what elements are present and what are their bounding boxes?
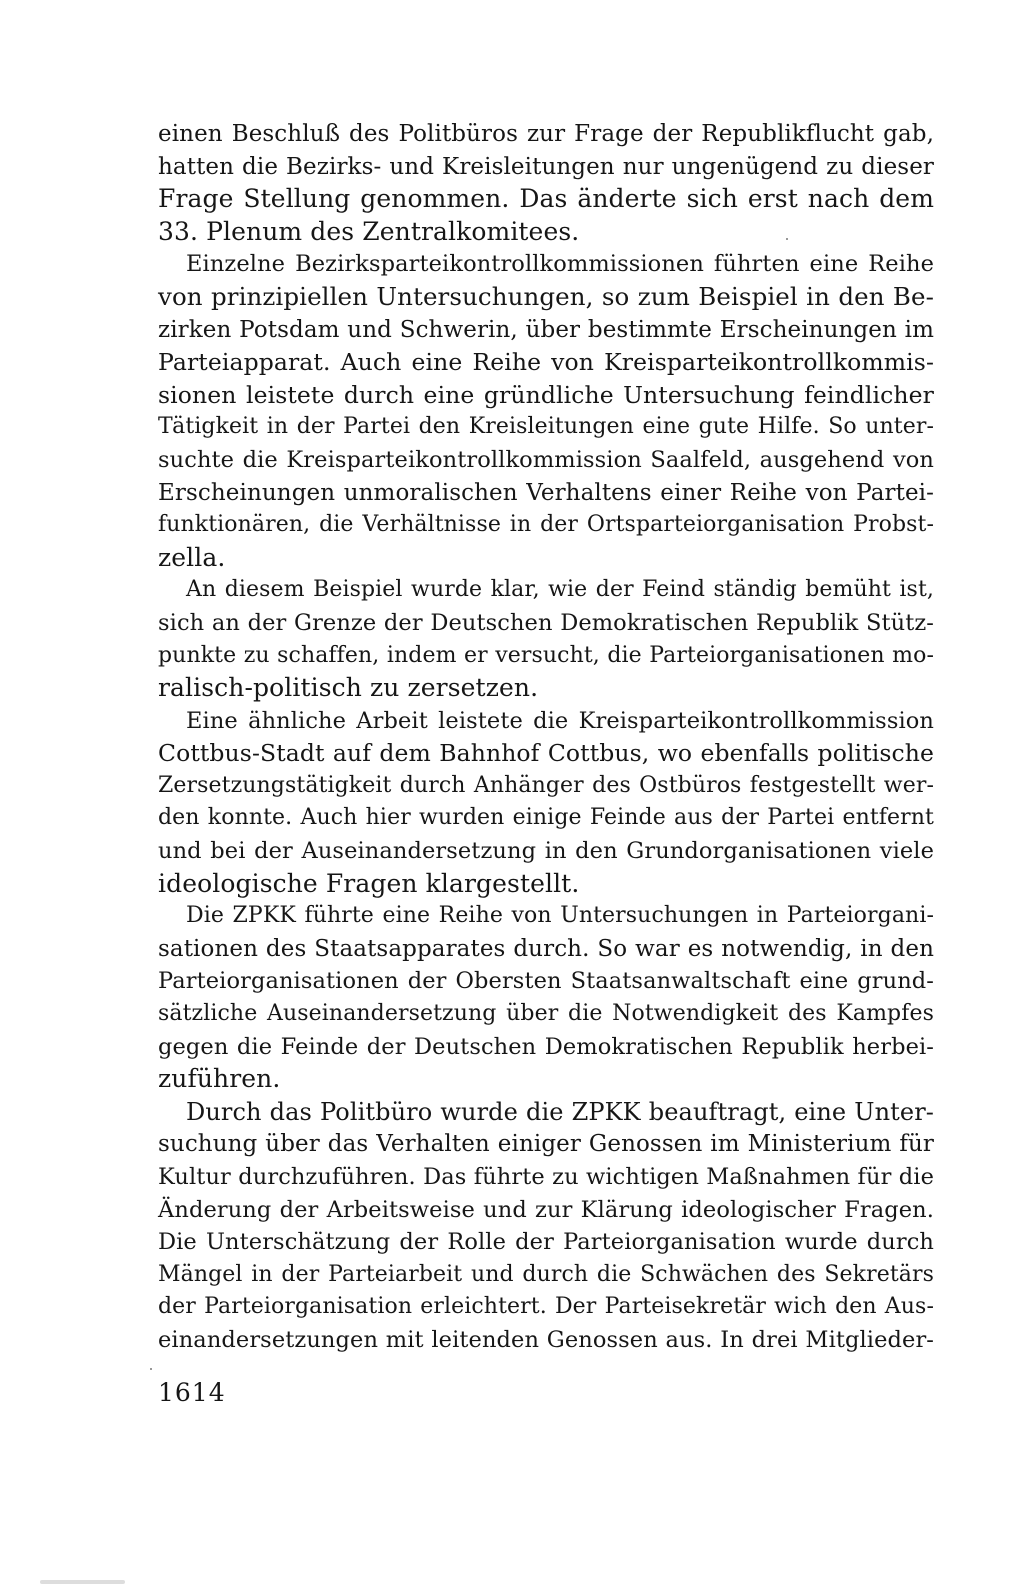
- text-line: Erscheinungen unmoralischen Verhaltens einer Reihe von Partei-: [158, 479, 934, 506]
- text-line: Die ZPKK führte eine Reihe von Untersuchungen in Parteiorgani-: [186, 903, 934, 929]
- paragraph: [158, 574, 934, 704]
- text-line: Einzelne Bezirksparteikontrollkommissionen führten eine Reihe: [186, 251, 934, 278]
- text-line: Parteiorganisationen der Obersten Staatsanwaltschaft eine grund-: [158, 968, 934, 995]
- text-line: Mängel in der Parteiarbeit und durch die Schwächen des Sekretärs: [158, 1261, 934, 1287]
- text-line: sätzliche Auseinandersetzung über die Notwendigkeit des Kampfes: [158, 1001, 934, 1027]
- text-line: zuführen.: [158, 1064, 281, 1094]
- text-line: sich an der Grenze der Deutschen Demokratischen Republik Stütz-: [158, 609, 934, 636]
- text-line: ralisch-politisch zu zersetzen.: [158, 673, 539, 703]
- paragraph: [158, 705, 934, 901]
- scan-speck: [786, 238, 788, 240]
- text-line: sationen des Staatsapparates durch. So war es notwendig, in den: [158, 935, 934, 962]
- text-line: Cottbus-Stadt auf dem Bahnhof Cottbus, wo ebenfalls politische: [158, 739, 934, 768]
- text-line: gegen die Feinde der Deutschen Demokratischen Republik herbei-: [158, 1033, 934, 1060]
- text-line: An diesem Beispiel wurde klar, wie der Feind ständig bemüht ist,: [186, 577, 934, 603]
- scan-edge-smudge: [40, 1580, 125, 1584]
- text-line: Parteiapparat. Auch eine Reihe von Kreisparteikontrollkommis-: [158, 348, 934, 377]
- text-line: einandersetzungen mit leitenden Genossen aus. In drei Mitglieder-: [158, 1326, 934, 1353]
- text-line: sionen leistete durch eine gründliche Untersuchung feindlicher: [158, 380, 934, 409]
- paragraph: [158, 118, 934, 248]
- text-line: ideologische Fragen klargestellt.: [158, 868, 580, 898]
- text-line: suchte die Kreisparteikontrollkommission Saalfeld, ausgehend von: [158, 446, 934, 473]
- text-line: punkte zu schaffen, indem er versucht, die Parteiorganisationen mo-: [158, 642, 934, 668]
- paragraph: [158, 900, 934, 1096]
- body-text: [158, 118, 934, 1357]
- text-line: hatten die Bezirks- und Kreisleitungen nur ungenügend zu dieser: [158, 153, 934, 180]
- scan-speck: [150, 1368, 152, 1370]
- text-line: zirken Potsdam und Schwerin, über bestimmte Erscheinungen im: [158, 316, 934, 343]
- text-line: Änderung der Arbeitsweise und zur Klärung ideologischer Fragen.: [158, 1196, 934, 1223]
- paragraph: [158, 248, 934, 574]
- text-line: einen Beschluß des Politbüros zur Frage der Republikflucht gab,: [158, 121, 934, 147]
- text-line: Kultur durchzuführen. Das führte zu wichtigen Maßnahmen für die: [158, 1164, 934, 1190]
- text-line: Tätigkeit in der Partei den Kreisleitungen eine gute Hilfe. So unter-: [158, 414, 934, 440]
- text-line: von prinzipiellen Untersuchungen, so zum Beispiel in den Be-: [158, 281, 934, 311]
- text-line: Durch das Politbüro wurde die ZPKK beauftragt, eine Unter-: [186, 1097, 934, 1126]
- text-line: der Parteiorganisation erleichtert. Der Parteisekretär wich den Aus-: [158, 1294, 934, 1320]
- page-number: 1614: [158, 1378, 226, 1407]
- paragraph: [158, 1096, 934, 1357]
- text-line: Eine ähnliche Arbeit leistete die Kreisparteikontrollkommission: [186, 707, 934, 734]
- text-line: Frage Stellung genommen. Das änderte sich erst nach dem: [158, 184, 934, 214]
- text-line: und bei der Auseinandersetzung in den Grundorganisationen viele: [158, 838, 934, 865]
- text-line: suchung über das Verhalten einiger Genossen im Ministerium für: [158, 1131, 934, 1158]
- text-line: funktionären, die Verhältnisse in der Ortsparteiorganisation Probst-: [158, 512, 934, 538]
- text-line: Zersetzungstätigkeit durch Anhänger des Ostbüros festgestellt wer-: [158, 772, 934, 798]
- text-line: den konnte. Auch hier wurden einige Feinde aus der Partei entfernt: [158, 805, 934, 831]
- text-line: zella.: [158, 542, 226, 572]
- text-line: 33. Plenum des Zentralkomitees.: [158, 216, 580, 246]
- text-line: Die Unterschätzung der Rolle der Parteiorganisation wurde durch: [158, 1229, 934, 1256]
